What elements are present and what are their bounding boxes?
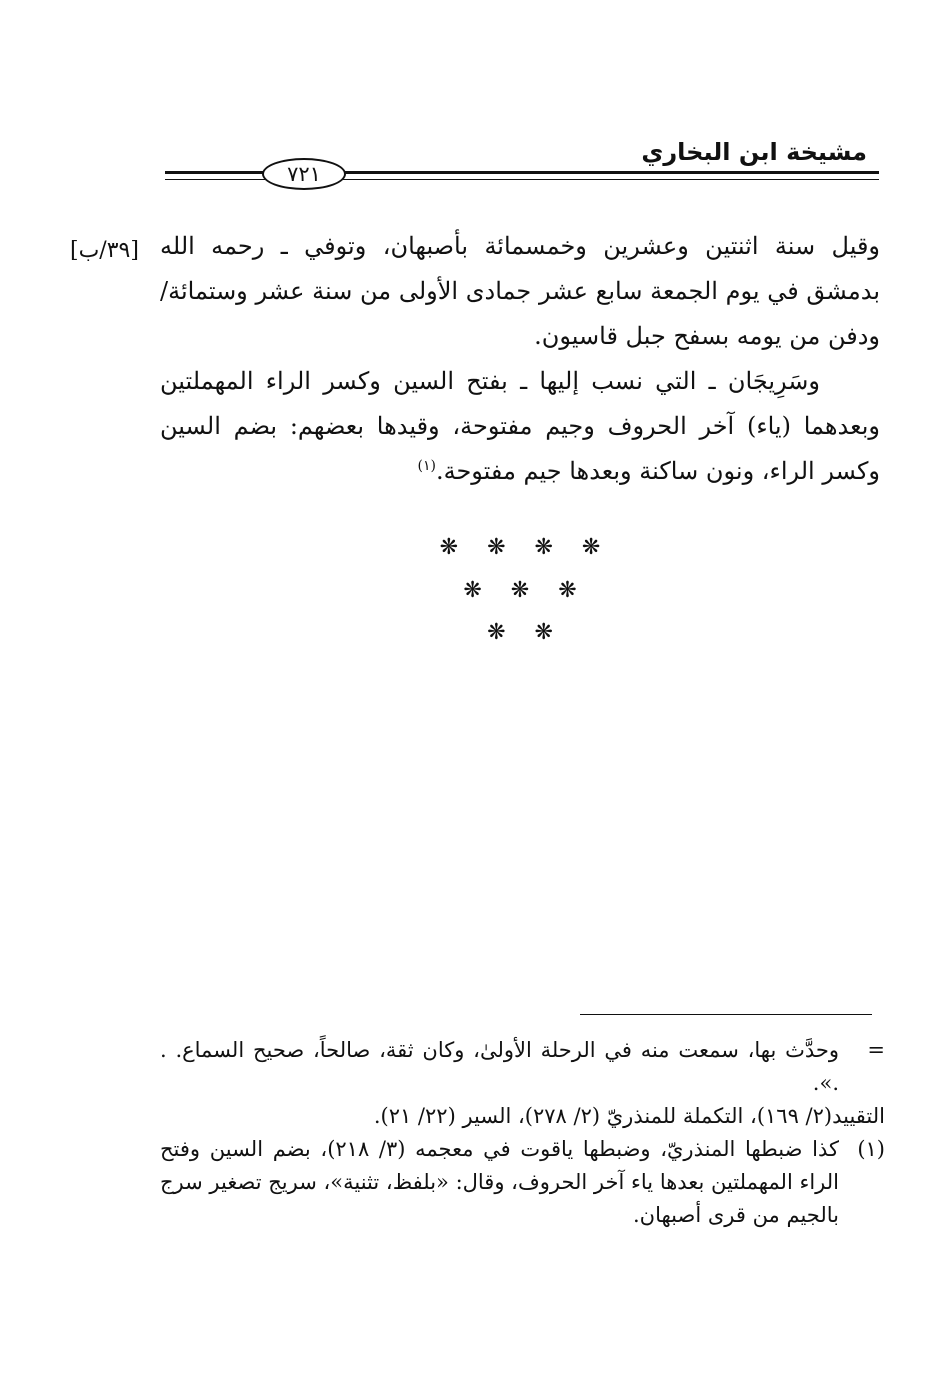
margin-reference: [٣٩/ب] [70,238,139,263]
footnote-sources-text: التقييد(٢/ ١٦٩)، التكملة للمنذريّ (٢/ ٢٧٨)، السير (٢٢/ ٢١). [373,1104,885,1128]
footnote-divider [580,1014,872,1015]
paragraph-2-text: وسَرِيجَان ـ التي نسب إليها ـ بفتح السين وكسر الراء المهملتين وبعدهما (ياء) آخر الحروف وجيم مفتوحة، وقيدها بعضهم: بضم السين وكسر الراء، ونون ساكنة وبعدها جيم مفتوحة. [160,367,880,485]
footnote-continuation-marker: = [867,1038,885,1062]
paragraph-1: وقيل سنة اثنتين وعشرين وخمسمائة بأصبهان، وتوفي ـ رحمه الله بدمشق في يوم الجمعة سابع عشر جمادى الأولى من سنة عشر وستمائة/ ودفن من يومه بسفح جبل قاسيون. [160,232,880,350]
footnotes [160,1034,885,1232]
paragraph-2 [160,359,880,494]
running-header-title: مشيخة ابن البخاري [641,138,867,166]
separator-stars-row-1: ❋ ❋ ❋ ❋ [439,535,601,560]
page-number: ٧٢١ [262,158,346,190]
footnote-continuation [160,1034,885,1100]
separator-stars-row-3: ❋ ❋ [487,620,553,645]
footnote-1-marker: (١) [857,1137,885,1161]
footnote-ref-1: (١) [417,458,436,474]
footnote-1 [160,1133,885,1232]
footnote-continuation-text: وحدَّث بها، سمعت منه في الرحلة الأولىٰ، وكان ثقة، صالحاً، صحيح السماع. . .». [160,1038,839,1095]
footnote-1-text: كذا ضبطها المنذريّ، وضبطها ياقوت في معجمه (٣/ ٢١٨)، بضم السين وفتح الراء المهملتين بعدها ياء آخر الحروف، وقال: «بلفظ، تثنية»، سريج تصغير سرج بالجيم من قرى أصبهان. [160,1137,839,1227]
separator-stars-row-2: ❋ ❋ ❋ [463,578,577,603]
main-text [160,224,880,494]
footnote-sources [160,1100,885,1133]
